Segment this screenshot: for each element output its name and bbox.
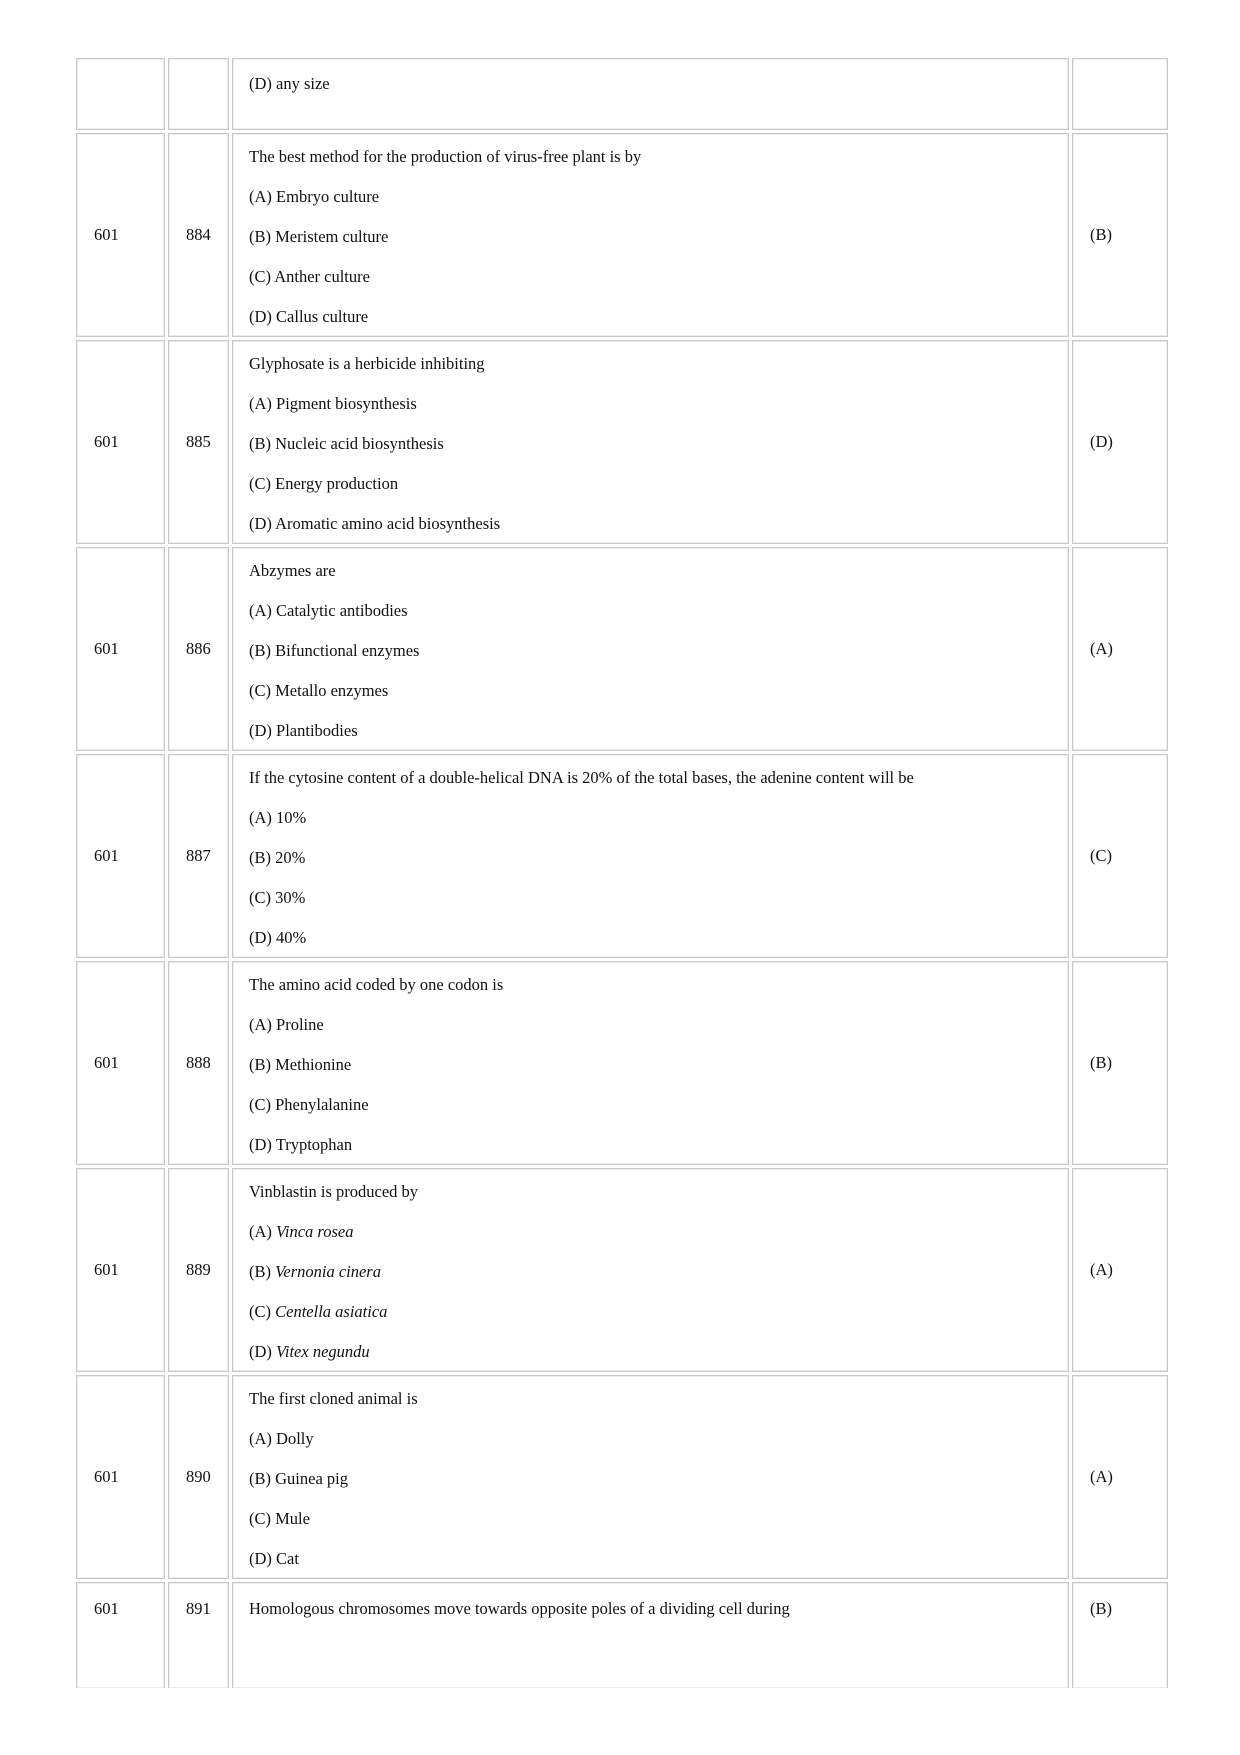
question-text: Vinblastin is produced by [249, 1182, 419, 1201]
question-number-cell: 888 [168, 961, 229, 1165]
question-cell [232, 547, 1069, 751]
answer-cell: (B) [1072, 133, 1168, 337]
table-row [76, 547, 1168, 751]
question-cell [232, 1582, 1069, 1688]
option-line: (B) Meristem culture [249, 227, 389, 246]
question-number-cell: 885 [168, 340, 229, 544]
option-line: (C) Anther culture [249, 267, 370, 286]
question-cell [232, 754, 1069, 958]
option-line: (D) Plantibodies [249, 721, 358, 740]
subject-code-cell [76, 58, 165, 130]
answer-cell: (C) [1072, 754, 1168, 958]
option-line: (D) Aromatic amino acid biosynthesis [249, 514, 501, 533]
question-number-cell: 889 [168, 1168, 229, 1372]
question-cell [232, 961, 1069, 1165]
subject-code-cell: 601 [76, 133, 165, 337]
option-line [249, 1342, 1052, 1362]
question-text: Homologous chromosomes move towards opposite poles of a dividing cell during [249, 1599, 790, 1618]
answer-cell: (B) [1072, 1582, 1168, 1688]
option-prefix: (D) [249, 1342, 277, 1361]
subject-code-cell: 601 [76, 1582, 165, 1688]
option-line: (A) 10% [249, 808, 307, 827]
question-number-cell: 886 [168, 547, 229, 751]
option-line: (C) Metallo enzymes [249, 681, 389, 700]
option-line: (A) Embryo culture [249, 187, 380, 206]
question-number-cell: 884 [168, 133, 229, 337]
table-body [76, 58, 1168, 1688]
table-row [76, 58, 1168, 130]
table-row [76, 754, 1168, 958]
subject-code-cell: 601 [76, 1375, 165, 1579]
question-text: Abzymes are [249, 561, 336, 580]
subject-code-cell: 601 [76, 340, 165, 544]
option-line: (A) Dolly [249, 1429, 314, 1448]
option-line: (D) Callus culture [249, 307, 369, 326]
subject-code-cell: 601 [76, 961, 165, 1165]
option-line: (C) 30% [249, 888, 306, 907]
option-line: (B) Nucleic acid biosynthesis [249, 434, 444, 453]
option-line: (A) Pigment biosynthesis [249, 394, 417, 413]
species-name: Centella asiatica [275, 1302, 388, 1321]
option-line: (C) Energy production [249, 474, 399, 493]
question-cell [232, 58, 1069, 130]
answer-cell [1072, 58, 1168, 130]
table-row [76, 1582, 1168, 1688]
question-number-cell: 891 [168, 1582, 229, 1688]
option-line: (B) Methionine [249, 1055, 352, 1074]
question-text: If the cytosine content of a double-helical DNA is 20% of the total bases, the adenine content will be [249, 768, 914, 787]
question-text: The best method for the production of virus-free plant is by [249, 147, 642, 166]
option-line: (D) Tryptophan [249, 1135, 353, 1154]
table-row [76, 340, 1168, 544]
question-cell [232, 340, 1069, 544]
option-line: (A) Proline [249, 1015, 324, 1034]
option-line: (D) 40% [249, 928, 307, 947]
option-line [249, 1262, 1052, 1302]
table-row [76, 1375, 1168, 1579]
question-cell [232, 1168, 1069, 1372]
question-cell [232, 133, 1069, 337]
answer-cell: (A) [1072, 547, 1168, 751]
species-name: Vernonia cinera [275, 1262, 381, 1281]
question-answer-table [73, 58, 1168, 1688]
answer-cell: (A) [1072, 1168, 1168, 1372]
species-name: Vinca rosea [276, 1222, 354, 1241]
question-text: The amino acid coded by one codon is [249, 975, 504, 994]
option-line [249, 1302, 1052, 1342]
question-text: The first cloned animal is [249, 1389, 418, 1408]
table-row [76, 1168, 1168, 1372]
question-table-page [73, 58, 1168, 1688]
question-number-cell: 890 [168, 1375, 229, 1579]
option-line: (C) Mule [249, 1509, 310, 1528]
answer-cell: (B) [1072, 961, 1168, 1165]
species-name: Vitex negundu [276, 1342, 370, 1361]
question-text: Glyphosate is a herbicide inhibiting [249, 354, 485, 373]
option-line: (B) Guinea pig [249, 1469, 348, 1488]
question-number-cell: 887 [168, 754, 229, 958]
option-line [249, 1222, 1052, 1262]
answer-cell: (D) [1072, 340, 1168, 544]
option-line: (D) Cat [249, 1549, 299, 1568]
table-row [76, 133, 1168, 337]
subject-code-cell: 601 [76, 547, 165, 751]
answer-cell: (A) [1072, 1375, 1168, 1579]
option-line: (B) Bifunctional enzymes [249, 641, 420, 660]
subject-code-cell: 601 [76, 1168, 165, 1372]
option-prefix: (B) [249, 1262, 276, 1281]
option-line: (A) Catalytic antibodies [249, 601, 408, 620]
question-number-cell [168, 58, 229, 130]
option-line: (B) 20% [249, 848, 306, 867]
subject-code-cell: 601 [76, 754, 165, 958]
question-cell [232, 1375, 1069, 1579]
option-prefix: (A) [249, 1222, 277, 1241]
option-prefix: (C) [249, 1302, 276, 1321]
option-line: (D) any size [249, 74, 330, 93]
table-row [76, 961, 1168, 1165]
option-line: (C) Phenylalanine [249, 1095, 369, 1114]
